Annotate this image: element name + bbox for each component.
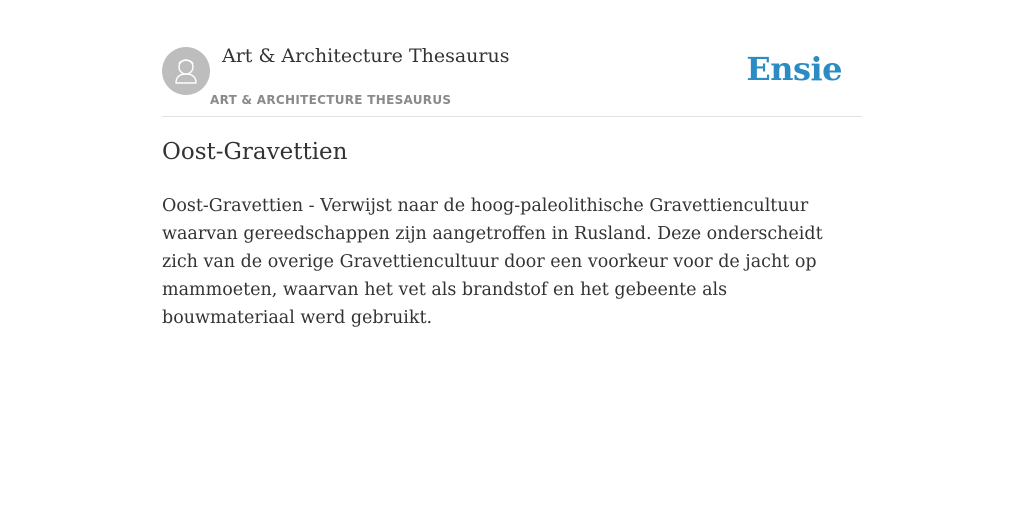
article-body: Oost-Gravettien - Verwijst naar de hoog-paleolithische Gravettiencultuur waarvan gereedschappen zijn aangetroffen in Rusland. Deze onderscheidt zich van de overige Gravettiencultuur door een voorkeur voor de jacht op mammoeten, waarvan het vet als brandstof en het gebeente als bouwmateriaal werd gebruikt. bbox=[162, 196, 823, 328]
ensie-logo[interactable]: Ensie bbox=[746, 50, 842, 88]
page-title: Oost-Gravettien bbox=[162, 139, 348, 165]
category-label[interactable]: ART & ARCHITECTURE THESAURUS bbox=[210, 93, 452, 107]
avatar[interactable] bbox=[162, 47, 210, 95]
header bbox=[162, 40, 862, 117]
user-icon bbox=[162, 47, 210, 95]
author-name[interactable]: Art & Architecture Thesaurus bbox=[222, 45, 510, 67]
